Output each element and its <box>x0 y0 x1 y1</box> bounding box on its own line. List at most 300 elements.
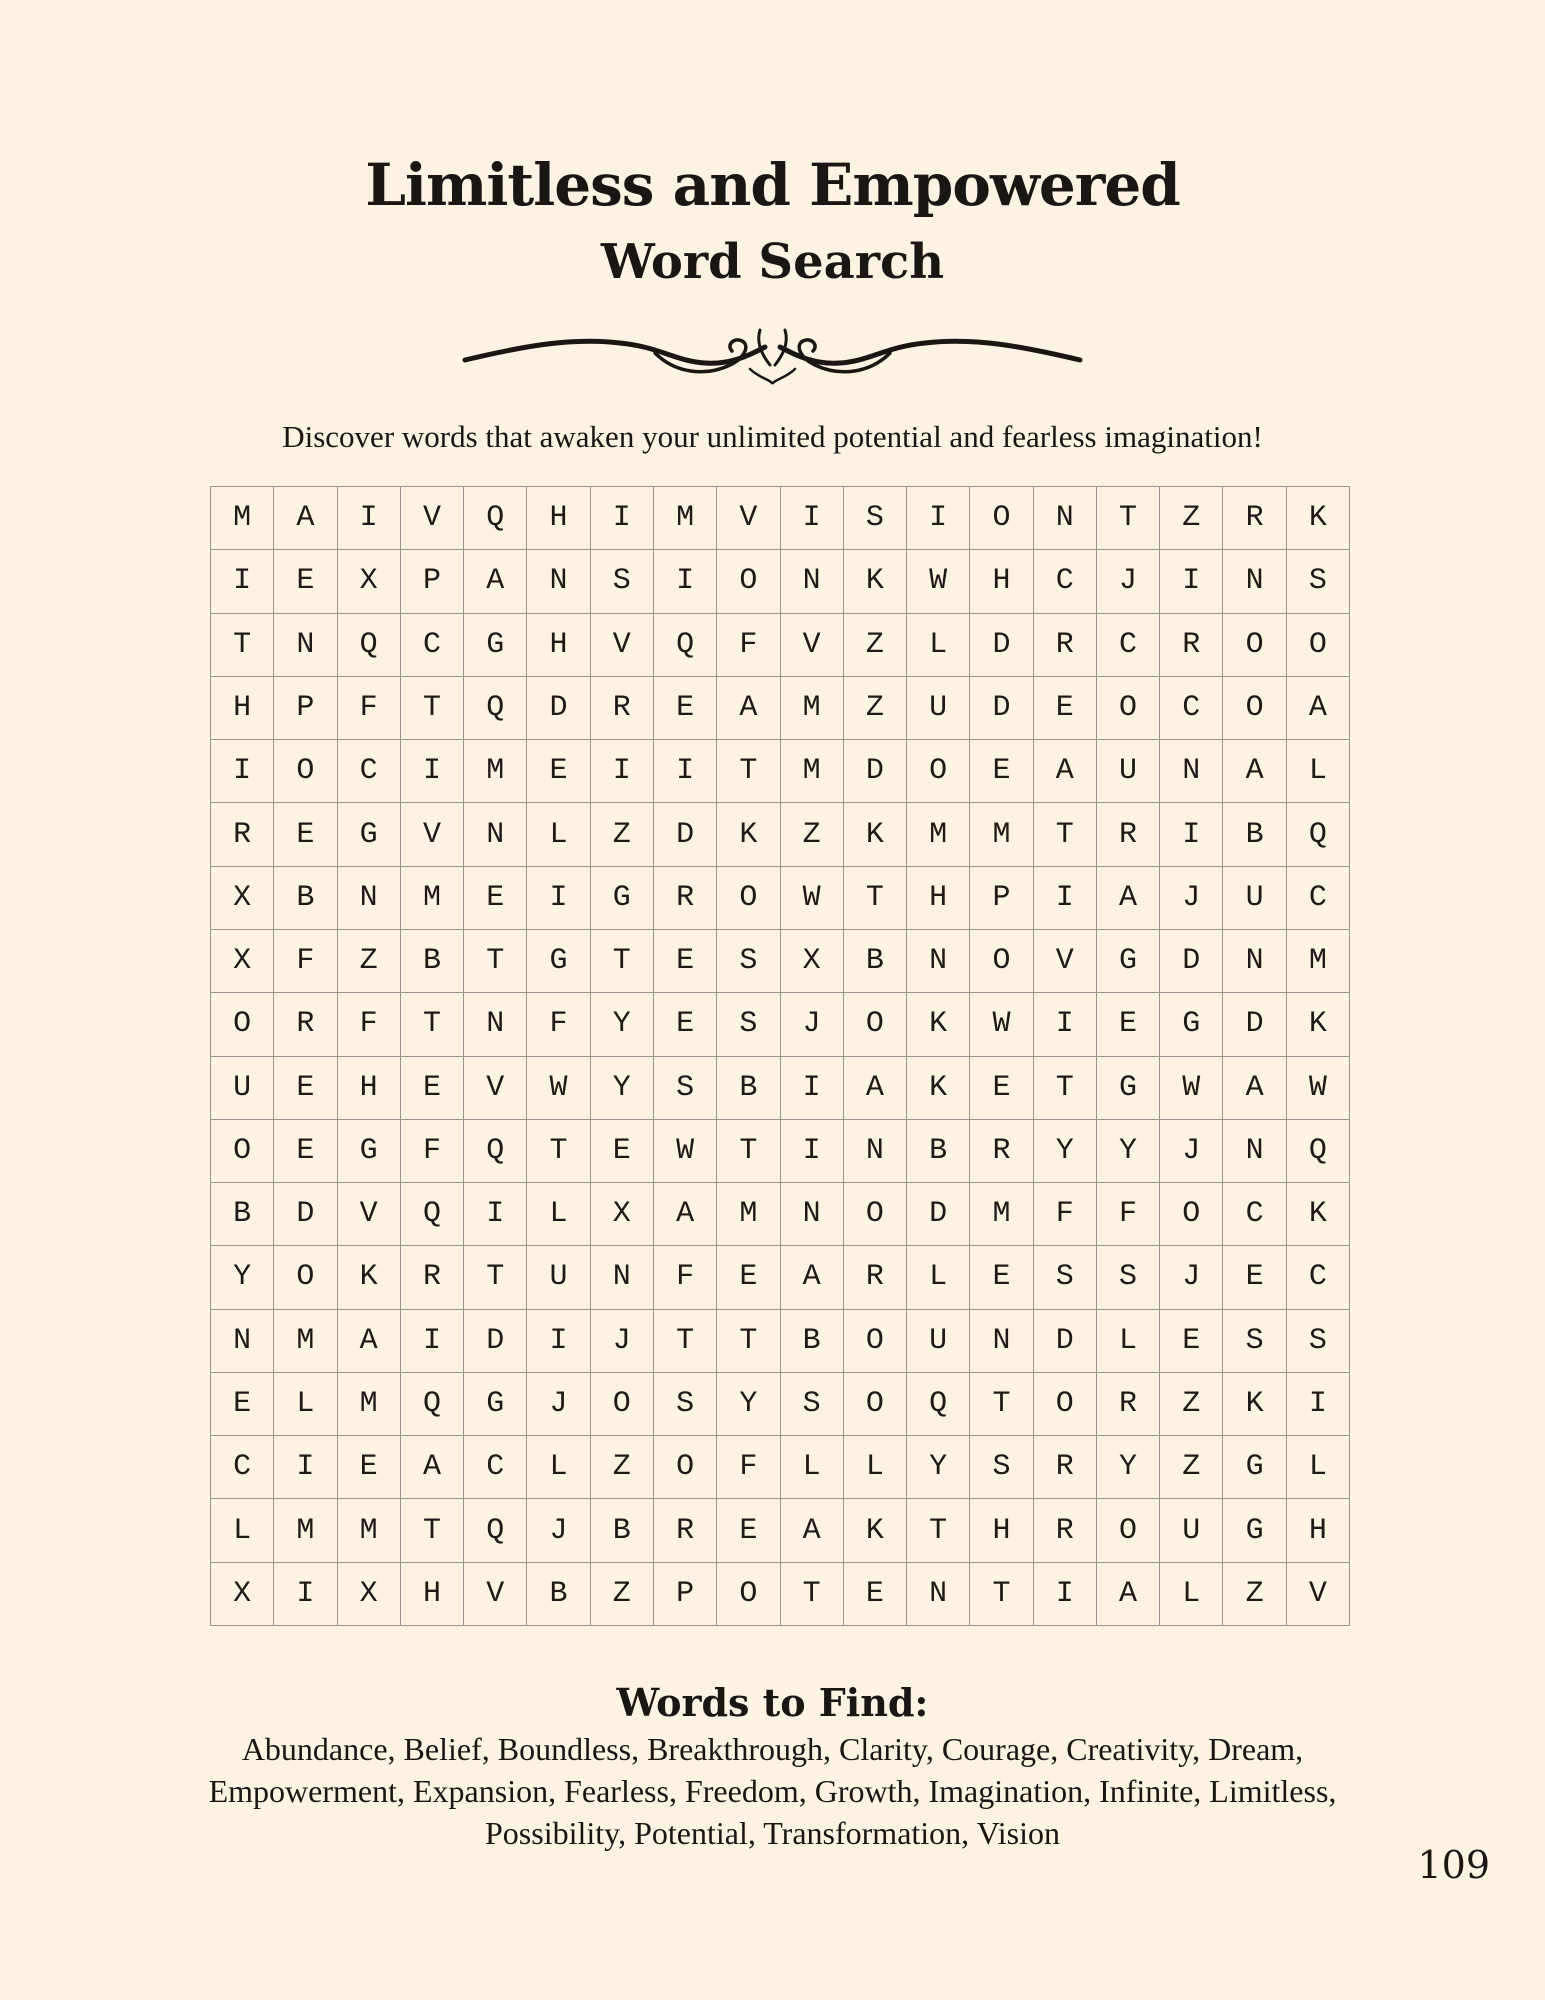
grid-cell: R <box>274 993 337 1056</box>
grid-cell: O <box>844 1373 907 1436</box>
grid-cell: E <box>274 550 337 613</box>
grid-cell: M <box>274 1310 337 1373</box>
page-title: Limitless and Empowered <box>365 151 1180 219</box>
grid-cell: N <box>1223 930 1286 993</box>
grid-cell: W <box>654 1120 717 1183</box>
grid-cell: T <box>527 1120 590 1183</box>
grid-cell: S <box>1097 1246 1160 1309</box>
grid-cell: S <box>970 1436 1033 1499</box>
grid-cell: A <box>1223 1057 1286 1120</box>
grid-cell: I <box>274 1436 337 1499</box>
grid-cell: C <box>401 614 464 677</box>
grid-cell: F <box>401 1120 464 1183</box>
grid-cell: L <box>844 1436 907 1499</box>
grid-cell: H <box>338 1057 401 1120</box>
grid-cell: R <box>211 803 274 866</box>
grid-cell: M <box>717 1183 780 1246</box>
grid-cell: T <box>211 614 274 677</box>
grid-cell: I <box>274 1563 337 1626</box>
grid-cell: J <box>1160 1246 1223 1309</box>
grid-cell: I <box>654 550 717 613</box>
grid-cell: U <box>527 1246 590 1309</box>
grid-cell: K <box>907 1057 970 1120</box>
grid-cell: A <box>781 1499 844 1562</box>
grid-cell: Q <box>1287 1120 1350 1183</box>
grid-cell: L <box>1160 1563 1223 1626</box>
grid-cell: H <box>970 550 1033 613</box>
grid-cell: A <box>274 487 337 550</box>
grid-cell: I <box>527 867 590 930</box>
grid-cell: Z <box>1160 487 1223 550</box>
grid-cell: G <box>591 867 654 930</box>
grid-cell: O <box>907 740 970 803</box>
grid-cell: S <box>591 550 654 613</box>
grid-cell: E <box>1223 1246 1286 1309</box>
grid-cell: F <box>717 614 780 677</box>
grid-cell: U <box>211 1057 274 1120</box>
grid-cell: T <box>717 740 780 803</box>
grid-cell: T <box>844 867 907 930</box>
grid-cell: M <box>211 487 274 550</box>
grid-cell: G <box>464 1373 527 1436</box>
grid-cell: T <box>970 1563 1033 1626</box>
grid-cell: K <box>1287 1183 1350 1246</box>
grid-cell: A <box>781 1246 844 1309</box>
grid-cell: Q <box>401 1373 464 1436</box>
grid-cell: V <box>1034 930 1097 993</box>
grid-cell: O <box>1097 1499 1160 1562</box>
grid-cell: Z <box>591 803 654 866</box>
grid-cell: E <box>401 1057 464 1120</box>
grid-cell: O <box>274 740 337 803</box>
grid-cell: T <box>907 1499 970 1562</box>
grid-cell: O <box>1223 614 1286 677</box>
grid-cell: R <box>1034 1436 1097 1499</box>
grid-cell: U <box>1097 740 1160 803</box>
grid-cell: F <box>1034 1183 1097 1246</box>
grid-cell: N <box>1160 740 1223 803</box>
grid-cell: N <box>1223 1120 1286 1183</box>
grid-cell: O <box>844 993 907 1056</box>
grid-cell: W <box>527 1057 590 1120</box>
grid-cell: O <box>717 1563 780 1626</box>
grid-cell: A <box>464 550 527 613</box>
instructions-text: Discover words that awaken your unlimited potential and fearless imagination! <box>282 419 1263 454</box>
grid-cell: P <box>970 867 1033 930</box>
grid-cell: T <box>464 1246 527 1309</box>
grid-cell: N <box>781 1183 844 1246</box>
grid-cell: W <box>1160 1057 1223 1120</box>
grid-cell: F <box>338 677 401 740</box>
grid-cell: E <box>970 1246 1033 1309</box>
grid-cell: I <box>1034 867 1097 930</box>
grid-cell: T <box>717 1310 780 1373</box>
grid-cell: X <box>338 1563 401 1626</box>
grid-cell: P <box>401 550 464 613</box>
grid-cell: H <box>527 487 590 550</box>
grid-cell: M <box>274 1499 337 1562</box>
grid-cell: T <box>1034 803 1097 866</box>
grid-cell: E <box>654 993 717 1056</box>
grid-cell: S <box>1223 1310 1286 1373</box>
grid-cell: M <box>781 740 844 803</box>
grid-cell: Q <box>907 1373 970 1436</box>
grid-cell: Q <box>401 1183 464 1246</box>
grid-cell: N <box>211 1310 274 1373</box>
grid-cell: N <box>527 550 590 613</box>
grid-cell: R <box>401 1246 464 1309</box>
grid-cell: O <box>211 1120 274 1183</box>
grid-cell: K <box>1287 993 1350 1056</box>
grid-cell: D <box>527 677 590 740</box>
grid-cell: H <box>970 1499 1033 1562</box>
decorative-flourish-icon <box>460 325 1085 385</box>
grid-cell: G <box>1223 1499 1286 1562</box>
grid-cell: I <box>338 487 401 550</box>
grid-cell: E <box>1160 1310 1223 1373</box>
grid-cell: A <box>844 1057 907 1120</box>
grid-cell: B <box>907 1120 970 1183</box>
grid-cell: U <box>907 677 970 740</box>
grid-cell: W <box>970 993 1033 1056</box>
grid-cell: V <box>717 487 780 550</box>
grid-cell: Y <box>1034 1120 1097 1183</box>
word-search-grid <box>210 486 1350 1626</box>
grid-cell: W <box>907 550 970 613</box>
grid-cell: I <box>464 1183 527 1246</box>
grid-cell: K <box>907 993 970 1056</box>
grid-cell: D <box>1160 930 1223 993</box>
grid-cell: Q <box>464 1499 527 1562</box>
grid-cell: F <box>654 1246 717 1309</box>
grid-cell: D <box>654 803 717 866</box>
grid-cell: I <box>781 1120 844 1183</box>
grid-cell: E <box>274 1120 337 1183</box>
grid-cell: E <box>1097 993 1160 1056</box>
grid-cell: C <box>338 740 401 803</box>
grid-cell: X <box>211 1563 274 1626</box>
grid-cell: G <box>1097 1057 1160 1120</box>
grid-cell: N <box>1034 487 1097 550</box>
grid-cell: T <box>401 993 464 1056</box>
grid-cell: J <box>781 993 844 1056</box>
grid-cell: T <box>401 1499 464 1562</box>
grid-cell: L <box>527 1183 590 1246</box>
grid-cell: U <box>1223 867 1286 930</box>
grid-cell: O <box>717 867 780 930</box>
grid-cell: V <box>1287 1563 1350 1626</box>
grid-cell: Y <box>1097 1436 1160 1499</box>
grid-cell: Z <box>844 677 907 740</box>
grid-cell: O <box>844 1310 907 1373</box>
grid-cell: I <box>781 487 844 550</box>
grid-cell: Z <box>338 930 401 993</box>
grid-cell: Z <box>781 803 844 866</box>
grid-cell: O <box>1287 614 1350 677</box>
grid-cell: X <box>338 550 401 613</box>
grid-cell: C <box>1160 677 1223 740</box>
grid-cell: Q <box>1287 803 1350 866</box>
grid-cell: M <box>907 803 970 866</box>
grid-cell: U <box>907 1310 970 1373</box>
grid-cell: T <box>970 1373 1033 1436</box>
grid-cell: D <box>274 1183 337 1246</box>
grid-cell: U <box>1160 1499 1223 1562</box>
grid-cell: M <box>338 1499 401 1562</box>
grid-cell: I <box>211 550 274 613</box>
grid-cell: R <box>1223 487 1286 550</box>
grid-cell: E <box>717 1246 780 1309</box>
grid-cell: V <box>401 487 464 550</box>
page-number: 109 <box>1417 1843 1490 1887</box>
grid-cell: E <box>844 1563 907 1626</box>
grid-cell: W <box>1287 1057 1350 1120</box>
grid-cell: N <box>274 614 337 677</box>
grid-cell: O <box>274 1246 337 1309</box>
grid-cell: O <box>1097 677 1160 740</box>
grid-cell: S <box>1287 1310 1350 1373</box>
grid-cell: D <box>970 614 1033 677</box>
grid-cell: I <box>1160 803 1223 866</box>
word-bank-list: Abundance, Belief, Boundless, Breakthrough, Clarity, Courage, Creativity, Dream, Empowerment, Expansion, Fearless, Freedom, Growth, Imagination, Infinite, Limitless, Possibility, Potential, Transformation, Vision <box>208 1731 1337 1851</box>
grid-cell: I <box>781 1057 844 1120</box>
grid-cell: L <box>527 1436 590 1499</box>
grid-cell: N <box>338 867 401 930</box>
grid-cell: E <box>338 1436 401 1499</box>
grid-cell: B <box>274 867 337 930</box>
grid-cell: T <box>591 930 654 993</box>
page-subtitle: Word Search <box>600 234 945 290</box>
grid-cell: V <box>401 803 464 866</box>
grid-cell: E <box>274 803 337 866</box>
grid-cell: R <box>844 1246 907 1309</box>
grid-cell: Q <box>464 677 527 740</box>
grid-cell: Z <box>591 1436 654 1499</box>
grid-cell: G <box>464 614 527 677</box>
grid-cell: H <box>527 614 590 677</box>
grid-cell: N <box>1223 550 1286 613</box>
grid-cell: N <box>591 1246 654 1309</box>
grid-cell: R <box>1097 1373 1160 1436</box>
grid-cell: G <box>338 803 401 866</box>
grid-cell: I <box>591 487 654 550</box>
grid-cell: O <box>844 1183 907 1246</box>
grid-cell: R <box>1034 1499 1097 1562</box>
grid-cell: E <box>464 867 527 930</box>
grid-cell: T <box>717 1120 780 1183</box>
grid-cell: E <box>591 1120 654 1183</box>
grid-cell: K <box>844 803 907 866</box>
grid-cell: C <box>464 1436 527 1499</box>
grid-cell: O <box>1223 677 1286 740</box>
grid-cell: A <box>1097 1563 1160 1626</box>
grid-cell: G <box>338 1120 401 1183</box>
grid-cell: R <box>970 1120 1033 1183</box>
grid-cell: L <box>1097 1310 1160 1373</box>
grid-cell: M <box>970 1183 1033 1246</box>
grid-cell: Q <box>464 1120 527 1183</box>
grid-cell: F <box>1097 1183 1160 1246</box>
grid-cell: K <box>1223 1373 1286 1436</box>
grid-cell: J <box>591 1310 654 1373</box>
grid-cell: V <box>591 614 654 677</box>
grid-cell: S <box>717 930 780 993</box>
grid-cell: D <box>1223 993 1286 1056</box>
grid-cell: C <box>1287 1246 1350 1309</box>
grid-cell: P <box>274 677 337 740</box>
grid-cell: Z <box>1223 1563 1286 1626</box>
grid-cell: T <box>1097 487 1160 550</box>
grid-cell: B <box>211 1183 274 1246</box>
grid-cell: I <box>591 740 654 803</box>
grid-cell: I <box>907 487 970 550</box>
grid-cell: A <box>401 1436 464 1499</box>
grid-cell: L <box>907 1246 970 1309</box>
grid-cell: A <box>1097 867 1160 930</box>
grid-cell: A <box>654 1183 717 1246</box>
grid-cell: V <box>464 1057 527 1120</box>
grid-cell: S <box>717 993 780 1056</box>
grid-cell: C <box>1287 867 1350 930</box>
grid-cell: D <box>970 677 1033 740</box>
grid-cell: Z <box>1160 1373 1223 1436</box>
grid-cell: J <box>1160 867 1223 930</box>
grid-cell: Y <box>591 993 654 1056</box>
grid-cell: R <box>1034 614 1097 677</box>
grid-cell: O <box>654 1436 717 1499</box>
grid-cell: B <box>527 1563 590 1626</box>
grid-cell: V <box>338 1183 401 1246</box>
grid-cell: D <box>844 740 907 803</box>
grid-cell: I <box>401 1310 464 1373</box>
grid-cell: M <box>781 677 844 740</box>
grid-cell: G <box>1160 993 1223 1056</box>
grid-cell: K <box>844 550 907 613</box>
grid-cell: M <box>338 1373 401 1436</box>
grid-cell: C <box>1097 614 1160 677</box>
grid-cell: H <box>1287 1499 1350 1562</box>
grid-cell: F <box>527 993 590 1056</box>
grid-cell: E <box>654 930 717 993</box>
grid-cell: O <box>1160 1183 1223 1246</box>
grid-cell: M <box>1287 930 1350 993</box>
grid-cell: M <box>970 803 1033 866</box>
grid-cell: W <box>781 867 844 930</box>
grid-cell: S <box>1287 550 1350 613</box>
grid-cell: M <box>464 740 527 803</box>
grid-cell: R <box>654 1499 717 1562</box>
grid-cell: E <box>274 1057 337 1120</box>
grid-cell: Z <box>591 1563 654 1626</box>
grid-cell: L <box>274 1373 337 1436</box>
grid-cell: E <box>1034 677 1097 740</box>
grid-cell: J <box>1097 550 1160 613</box>
grid-cell: E <box>970 1057 1033 1120</box>
grid-cell: G <box>1097 930 1160 993</box>
grid-cell: X <box>211 867 274 930</box>
grid-cell: A <box>717 677 780 740</box>
grid-cell: N <box>464 803 527 866</box>
grid-cell: J <box>527 1373 590 1436</box>
grid-cell: B <box>717 1057 780 1120</box>
grid-cell: V <box>781 614 844 677</box>
grid-cell: S <box>654 1373 717 1436</box>
grid-cell: P <box>654 1563 717 1626</box>
grid-cell: Q <box>654 614 717 677</box>
grid-cell: V <box>464 1563 527 1626</box>
grid-cell: C <box>211 1436 274 1499</box>
grid-cell: B <box>591 1499 654 1562</box>
grid-cell: G <box>1223 1436 1286 1499</box>
grid-cell: S <box>654 1057 717 1120</box>
grid-cell: N <box>844 1120 907 1183</box>
grid-cell: N <box>464 993 527 1056</box>
grid-cell: E <box>717 1499 780 1562</box>
grid-cell: I <box>401 740 464 803</box>
grid-cell: B <box>1223 803 1286 866</box>
grid-cell: J <box>1160 1120 1223 1183</box>
grid-cell: D <box>1034 1310 1097 1373</box>
grid-cell: H <box>907 867 970 930</box>
grid-cell: I <box>1034 1563 1097 1626</box>
grid-cell: Y <box>211 1246 274 1309</box>
grid-cell: I <box>1160 550 1223 613</box>
grid-cell: L <box>527 803 590 866</box>
grid-cell: T <box>401 677 464 740</box>
grid-cell: T <box>781 1563 844 1626</box>
grid-cell: N <box>907 930 970 993</box>
grid-cell: O <box>211 993 274 1056</box>
grid-cell: R <box>1097 803 1160 866</box>
grid-cell: N <box>781 550 844 613</box>
grid-cell: A <box>1034 740 1097 803</box>
grid-cell: N <box>907 1563 970 1626</box>
grid-cell: L <box>907 614 970 677</box>
words-to-find-heading: Words to Find: <box>616 1680 929 1725</box>
grid-cell: X <box>211 930 274 993</box>
grid-cell: F <box>274 930 337 993</box>
grid-cell: Y <box>591 1057 654 1120</box>
grid-cell: K <box>338 1246 401 1309</box>
grid-cell: F <box>338 993 401 1056</box>
grid-cell: Q <box>338 614 401 677</box>
grid-cell: O <box>717 550 780 613</box>
grid-cell: Y <box>907 1436 970 1499</box>
grid-cell: H <box>401 1563 464 1626</box>
grid-cell: I <box>1287 1373 1350 1436</box>
grid-cell: Q <box>464 487 527 550</box>
grid-cell: C <box>1034 550 1097 613</box>
grid-cell: N <box>970 1310 1033 1373</box>
grid-cell: C <box>1223 1183 1286 1246</box>
grid-cell: I <box>1034 993 1097 1056</box>
grid-cell: R <box>591 677 654 740</box>
grid-cell: B <box>401 930 464 993</box>
grid-cell: M <box>654 487 717 550</box>
grid-cell: K <box>717 803 780 866</box>
grid-cell: X <box>781 930 844 993</box>
grid-cell: T <box>654 1310 717 1373</box>
grid-cell: S <box>1034 1246 1097 1309</box>
grid-cell: Z <box>1160 1436 1223 1499</box>
grid-cell: X <box>591 1183 654 1246</box>
grid-cell: S <box>781 1373 844 1436</box>
grid-cell: R <box>1160 614 1223 677</box>
grid-cell: A <box>1223 740 1286 803</box>
grid-cell: E <box>211 1373 274 1436</box>
grid-cell: E <box>654 677 717 740</box>
grid-cell: H <box>211 677 274 740</box>
